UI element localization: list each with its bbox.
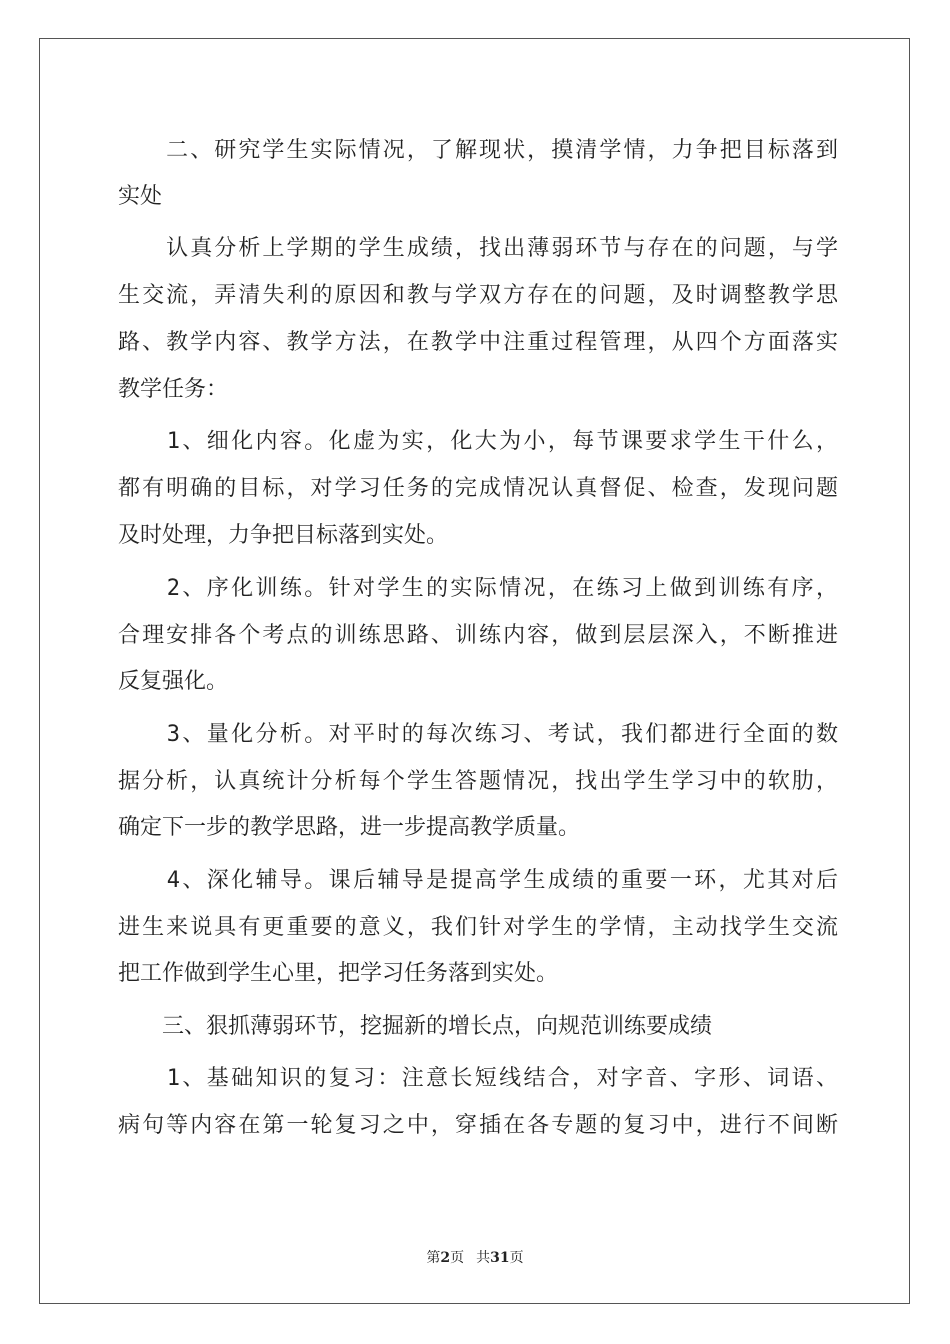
text-line: 据分析，认真统计分析每个学生答题情况，找出学生学习中的软肋， (118, 769, 838, 794)
text-line: 3、量化分析。对平时的每次练习、考试，我们都进行全面的数 (118, 722, 838, 747)
text-line: 把工作做到学生心里，把学习任务落到实处。 (118, 961, 559, 986)
text-line: 路、教学内容、教学方法，在教学中注重过程管理，从四个方面落实 (118, 330, 838, 355)
text-line: 都有明确的目标，对学习任务的完成情况认真督促、检查，发现问题 (118, 476, 838, 501)
footer-page-number: 2 (440, 1250, 451, 1266)
text-line: 实处 (118, 184, 163, 209)
text-line: 二、研究学生实际情况，了解现状，摸清学情，力争把目标落到 (118, 138, 838, 163)
footer-total-prefix: 共 (476, 1250, 491, 1266)
text-line: 认真分析上学期的学生成绩，找出薄弱环节与存在的问题，与学 (118, 236, 838, 261)
text-line: 及时处理，力争把目标落到实处。 (118, 523, 449, 548)
text-line: 反复强化。 (118, 669, 229, 694)
text-line: 生交流，弄清失利的原因和教与学双方存在的问题，及时调整教学思 (118, 283, 838, 308)
footer-page-prefix: 第 (426, 1250, 441, 1266)
text-line: 病句等内容在第一轮复习之中，穿插在各专题的复习中，进行不间断 (118, 1113, 838, 1138)
text-line: 1、基础知识的复习：注意长短线结合，对字音、字形、词语、 (118, 1066, 838, 1091)
text-line: 1、细化内容。化虚为实，化大为小，每节课要求学生干什么， (118, 429, 838, 454)
text-line: 教学任务： (118, 377, 229, 402)
text-line: 三、狠抓薄弱环节，挖掘新的增长点，向规范训练要成绩 (118, 1014, 713, 1039)
text-line: 4、深化辅导。课后辅导是提高学生成绩的重要一环，尤其对后 (118, 868, 838, 893)
footer-total-unit: 页 (509, 1250, 524, 1266)
text-line: 进生来说具有更重要的意义，我们针对学生的学情，主动找学生交流 (118, 915, 838, 940)
footer-total-pages: 31 (490, 1250, 510, 1266)
text-line: 2、序化训练。针对学生的实际情况，在练习上做到训练有序， (118, 576, 838, 601)
text-line: 合理安排各个考点的训练思路、训练内容，做到层层深入，不断推进 (118, 623, 838, 648)
footer-page-unit: 页 (450, 1250, 465, 1266)
text-line: 确定下一步的教学思路，进一步提高教学质量。 (118, 815, 581, 840)
page-footer (0, 1247, 950, 1267)
